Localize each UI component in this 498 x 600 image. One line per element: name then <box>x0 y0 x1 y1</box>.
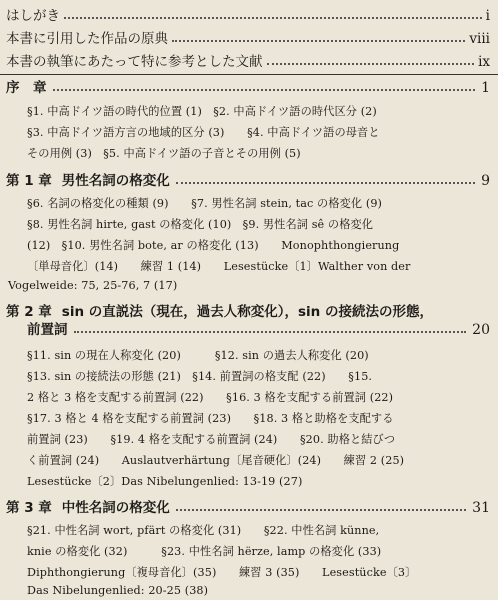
entry-title: 本書に引用した作品の原典 <box>6 31 168 47</box>
section-line: 前置詞 (23) §19. 4 格を支配する前置詞 (24) §20. 助格と結びつ <box>27 433 396 446</box>
entry-page: ix <box>478 54 490 70</box>
section-line: §17. 3 格と 4 格を支配する前置詞 (23) §18. 3 格と助格を支配する <box>27 412 394 425</box>
divider <box>0 74 498 75</box>
chapter-label: 第 2 章 <box>6 304 52 320</box>
dot-leader <box>176 509 466 511</box>
toc-entry-preface[interactable] <box>6 4 490 24</box>
section-line: その用例 (3) §5. 中高ドイツ語の子音とその用例 (5) <box>27 147 301 160</box>
section-line: Lesestücke〔2〕Das Nibelungenlied: 13-19 (27) <box>27 475 303 488</box>
chapter-heading-3[interactable] <box>6 496 490 516</box>
dot-leader <box>64 17 482 19</box>
section-line: §8. 男性名詞 hirte, gast の格変化 (10) §9. 男性名詞 sê の格変化 <box>27 218 374 231</box>
section-line: §11. sin の現在人称変化 (20) §12. sin の過去人称変化 (20) <box>27 349 369 362</box>
chapter-page: 9 <box>481 173 490 189</box>
entry-page: viii <box>469 31 490 47</box>
chapter-heading-intro[interactable] <box>6 76 490 96</box>
section-line: 〔単母音化〕(14) 練習 1 (14) Lesestücke〔1〕Walther von der <box>27 260 411 273</box>
chapter-label: 第 3 章 <box>6 500 52 516</box>
dot-leader <box>172 40 465 42</box>
chapter-heading-2-line1[interactable] <box>6 300 433 320</box>
chapter-title: 中性名詞の格変化 <box>61 500 170 516</box>
chapter-title: sin の直説法（現在，過去人称変化），sin の接続法の形態， <box>61 304 433 320</box>
section-line: knie の格変化 (32) §23. 中性名詞 hërze, lamp の格変化 (33) <box>27 545 382 558</box>
section-line: く前置詞 (24) Auslautverhärtung〔尾音硬化〕(24) 練習 2 (25) <box>27 454 405 467</box>
chapter-heading-2-line2[interactable] <box>27 318 490 338</box>
chapter-title-cont: 前置詞 <box>27 322 68 338</box>
section-line: 2 格と 3 格を支配する前置詞 (22) §16. 3 格を支配する前置詞 (22) <box>27 391 394 404</box>
section-line: Das Nibelungenlied: 20-25 (38) <box>27 584 209 597</box>
chapter-page: 20 <box>472 322 490 338</box>
section-line: §3. 中高ドイツ語方言の地域的区分 (3) §4. 中高ドイツ語の母音と <box>27 126 380 139</box>
chapter-label: 第 1 章 <box>6 173 52 189</box>
chapter-page: 31 <box>472 500 490 516</box>
section-line: §21. 中性名詞 wort, pfärt の格変化 (31) §22. 中性名詞 künne, <box>27 524 380 537</box>
dot-leader <box>176 182 475 184</box>
chapter-title: 男性名詞の格変化 <box>61 173 170 189</box>
chapter-page: 1 <box>481 80 490 96</box>
entry-title: はしがき <box>6 8 60 24</box>
entry-page: i <box>485 8 490 24</box>
entry-title: 本書の執筆にあたって特に参考とした文献 <box>6 54 263 70</box>
section-line: §6. 名詞の格変化の種類 (9) §7. 男性名詞 stein, tac の格変化 (9) <box>27 197 383 210</box>
toc-entry-references[interactable] <box>6 50 490 70</box>
toc-entry-sources[interactable] <box>6 27 490 47</box>
section-line: (12) §10. 男性名詞 bote, ar の格変化 (13) Monophthongierung <box>27 239 400 252</box>
section-line: Diphthongierung〔複母音化〕(35) 練習 3 (35) Lesestücke〔3〕 <box>27 566 417 579</box>
chapter-heading-1[interactable] <box>6 169 490 189</box>
chapter-label: 序 章 <box>6 80 47 96</box>
section-line: Vogelweide: 75, 25-76, 7 (17) <box>8 279 178 292</box>
section-line: §1. 中高ドイツ語の時代的位置 (1) §2. 中高ドイツ語の時代区分 (2) <box>27 105 377 118</box>
dot-leader <box>53 89 476 91</box>
section-line: §13. sin の接続法の形態 (21) §14. 前置詞の格支配 (22) §15. <box>27 370 373 383</box>
dot-leader <box>74 331 467 333</box>
dot-leader <box>267 63 475 65</box>
